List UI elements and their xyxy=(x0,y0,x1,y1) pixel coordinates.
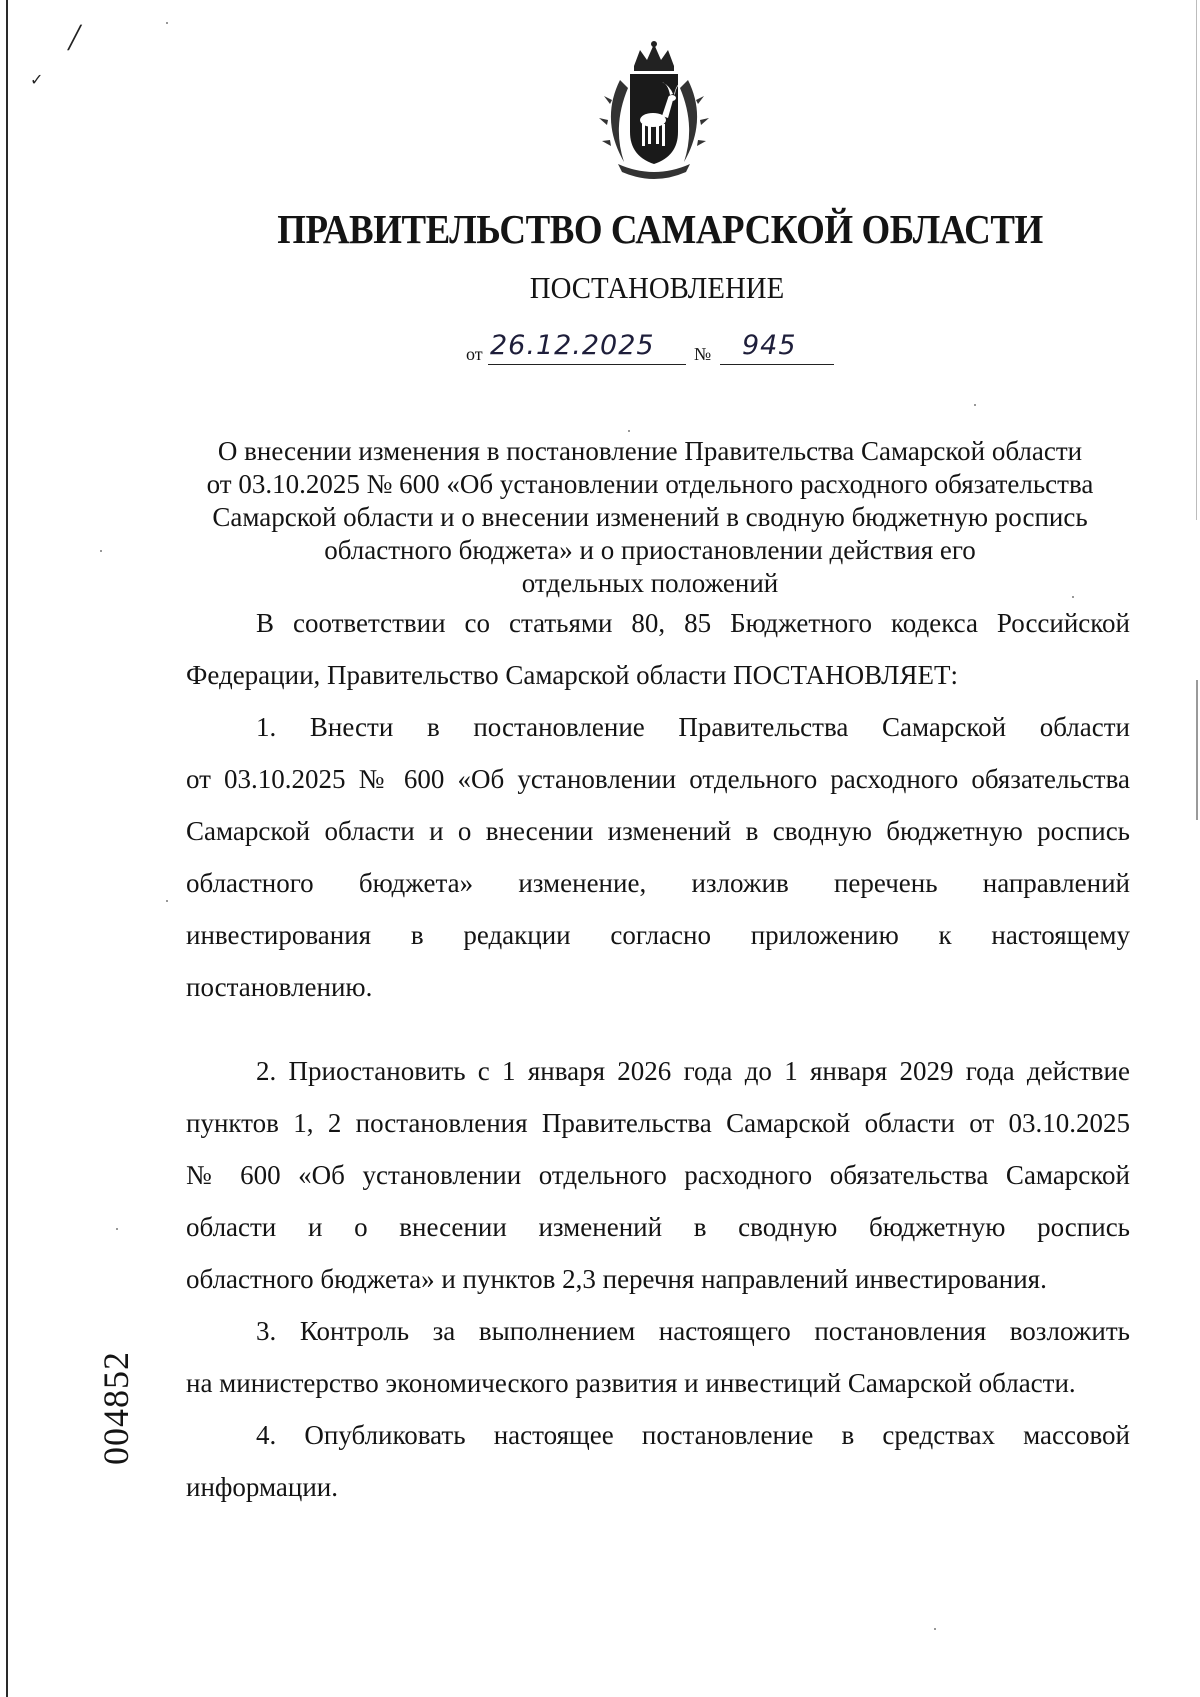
scan-speck xyxy=(1072,596,1074,598)
body-line: пунктов 1, 2 постановления Правительства Самарской области от 03.10.2025 xyxy=(186,1108,1130,1138)
body-line: областного бюджета» изменение, изложив перечень направлений xyxy=(186,868,1130,898)
government-title: ПРАВИТЕЛЬСТВО САМАРСКОЙ ОБЛАСТИ xyxy=(277,206,1043,252)
date-prefix: от xyxy=(466,344,483,364)
paragraph-item-3 xyxy=(186,1305,1130,1409)
subject-line: отдельных положений xyxy=(521,568,779,598)
paragraph-item-4 xyxy=(186,1409,1130,1513)
body-line: Самарской области и о внесении изменений в сводную бюджетную роспись xyxy=(186,816,1130,846)
body-line: областного бюджета» и пунктов 2,3 перечня направлений инвестирования. xyxy=(186,1264,1047,1294)
scan-speck xyxy=(974,404,976,406)
scan-speck xyxy=(166,22,168,24)
body-line: на министерство экономического развития и инвестиций Самарской области. xyxy=(186,1368,1076,1398)
paragraph-item-1 xyxy=(186,701,1130,1013)
scan-page-edge xyxy=(6,0,8,1697)
body-line: от 03.10.2025 № 600 «Об установлении отдельного расходного обязательства xyxy=(186,764,1130,794)
subject-line: О внесении изменения в постановление Правительства Самарской области xyxy=(217,436,1083,466)
number-underline xyxy=(720,364,834,365)
scan-speck xyxy=(628,430,630,432)
scan-speck xyxy=(116,1228,118,1230)
coat-of-arms-icon xyxy=(590,40,718,180)
scan-speck xyxy=(100,550,102,552)
scan-speck xyxy=(934,1628,936,1630)
body-line: 2. Приостановить с 1 января 2026 года до 1 января 2029 года действие xyxy=(256,1056,1130,1086)
body-line: № 600 «Об установлении отдельного расходного обязательства Самарской xyxy=(186,1160,1130,1190)
subject-line: от 03.10.2025 № 600 «Об установлении отдельного расходного обязательства xyxy=(206,469,1094,499)
registration-number: 004852 xyxy=(96,1351,136,1465)
pen-mark-icon: ✓ xyxy=(30,70,44,89)
date-underline xyxy=(488,364,686,365)
body-line: Федерации, Правительство Самарской области ПОСТАНОВЛЯЕТ: xyxy=(186,660,958,690)
body-line: области и о внесении изменений в сводную бюджетную роспись xyxy=(186,1212,1130,1242)
document-subject xyxy=(170,435,1130,600)
handwritten-date: 26.12.2025 xyxy=(490,330,655,361)
body-line: 4. Опубликовать настоящее постановление в средствах массовой xyxy=(256,1420,1130,1450)
body-line: 1. Внести в постановление Правительства Самарской области xyxy=(256,712,1130,742)
scan-speck xyxy=(166,900,168,902)
subject-line: областного бюджета» и о приостановлении действия его xyxy=(324,535,976,565)
body-line: информации. xyxy=(186,1472,338,1502)
paragraph-intro xyxy=(186,597,1130,701)
body-line: инвестирования в редакции согласно приложению к настоящему xyxy=(186,920,1130,950)
handwritten-number: 945 xyxy=(742,330,797,361)
number-sign: № xyxy=(694,344,712,364)
body-line: В соответствии со статьями 80, 85 Бюджетного кодекса Российской xyxy=(256,608,1130,638)
pen-mark-icon: ╱ xyxy=(68,26,82,51)
paragraph-item-2 xyxy=(186,1045,1130,1305)
body-line: постановлению. xyxy=(186,972,373,1002)
subject-line: Самарской области и о внесении изменений в сводную бюджетную роспись xyxy=(212,502,1088,532)
body-line: 3. Контроль за выполнением настоящего постановления возложить xyxy=(256,1316,1130,1346)
document-type: ПОСТАНОВЛЕНИЕ xyxy=(529,270,785,305)
scan-page-edge-right xyxy=(1196,0,1197,520)
scan-page-edge-right-mark xyxy=(1196,680,1198,820)
